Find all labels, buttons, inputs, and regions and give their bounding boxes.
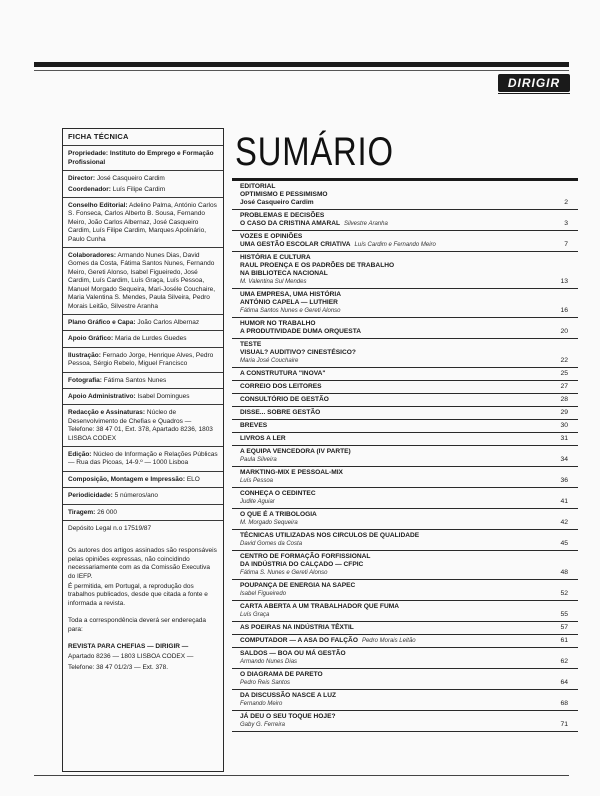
toc-entry-title: TÉCNICAS UTILIZADAS NOS CIRCULOS DE QUALIDADE — [240, 532, 420, 539]
toc-entry-title: A PRODUTIVIDADE DUMA ORQUESTA — [240, 328, 362, 335]
toc-entry-page: 20 — [560, 328, 568, 335]
toc-entry-title: POUPANÇA DE ENERGIA NA SAPEC — [240, 582, 356, 589]
ficha-item — [68, 335, 218, 343]
toc-entry-page: 29 — [560, 409, 568, 416]
top-rule — [34, 62, 569, 67]
toc-entry — [232, 289, 578, 318]
toc-entry-title: VOZES E OPINIÕES — [240, 233, 303, 240]
ficha-item — [68, 509, 218, 517]
ficha-item-label: Apoio Gráfico: — [68, 335, 114, 343]
toc-entry-page: 27 — [560, 383, 568, 390]
toc-entry-title: LIVROS A LER — [240, 435, 286, 442]
ficha-item-label: Conselho Editorial: — [68, 202, 128, 210]
toc-entry-author: M. Valentina Sul Mendes — [240, 279, 307, 285]
toc-entry — [232, 446, 578, 467]
ficha-item — [68, 252, 218, 311]
ficha-note: Os autores dos artigos assinados são responsáveis pelas opiniões expressas, não coincidindo necessariamente com as da Comissão Executiva do IEFP. — [68, 547, 217, 580]
toc-entry-page: 62 — [560, 658, 568, 665]
toc-entry-title: DA DISCUSSÃO NASCE A LUZ — [240, 692, 336, 699]
ficha-item — [68, 186, 218, 194]
toc-entry-page: 16 — [560, 307, 568, 314]
toc-entry-page: 42 — [560, 519, 568, 526]
toc-entry-page: 7 — [564, 241, 568, 248]
toc-entry-page: 68 — [560, 700, 568, 707]
toc-entry-title: RAUL PROENÇA E OS PADRÕES DE TRABALHO — [240, 262, 395, 269]
ficha-item — [68, 319, 218, 327]
toc-entry-page: 30 — [560, 422, 568, 429]
ficha-item — [68, 525, 218, 533]
toc-entry-page: 48 — [560, 569, 568, 576]
toc-entry — [232, 318, 578, 339]
ficha-item-text: 5 números/ano — [112, 492, 158, 500]
toc-entry — [232, 433, 578, 446]
toc-entry-author: Luís Cardim e Fernando Meiro — [354, 242, 436, 248]
toc-entry — [232, 648, 578, 669]
ficha-item — [68, 202, 218, 244]
ficha-divider — [63, 446, 223, 447]
toc-entry-title: ANTÓNIO CAPELA — LUTHIER — [240, 299, 338, 306]
toc-entry-author: Silvestre Aranha — [344, 221, 388, 227]
toc-entry-page: 52 — [560, 590, 568, 597]
ficha-item-text: Depósito Legal n.o 17519/87 — [68, 525, 152, 532]
toc-entry-title: HISTÓRIA E CULTURA — [240, 254, 311, 261]
ficha-item-label: Periodicidade: — [68, 492, 113, 500]
toc-entry — [232, 339, 578, 368]
page-title: SUMÁRIO — [235, 130, 394, 174]
toc-entry — [232, 467, 578, 488]
ficha-divider — [63, 388, 223, 389]
ficha-item-text: Fátima Santos Nunes — [101, 376, 167, 384]
toc-entry-title: CORREIO DOS LEITORES — [240, 383, 322, 390]
toc-entry-title: A EQUIPA VENCEDORA (IV PARTE) — [240, 448, 351, 455]
ficha-item-label: Colaboradores: — [68, 252, 117, 260]
toc-entry — [232, 509, 578, 530]
ficha-item-label: Tiragem: — [68, 508, 96, 516]
address-title: REVISTA PARA CHEFIAS — DIRIGIR — — [68, 643, 189, 651]
ficha-item-text: Adelino Palma, António Carlos S. Fonseca, Carlos Alberto B. Sousa, Fernando Meiro, João Carlos Albernaz, José Casqueiro Cardim, Luís Filipe Cardim, Marques Apolinário, Paulo Cunha — [68, 202, 217, 243]
ficha-item — [68, 476, 218, 484]
bottom-rule — [34, 775, 569, 776]
toc-entry-page: 36 — [560, 477, 568, 484]
ficha-item-text: Instituto do Emprego e Formação Profissional — [68, 150, 214, 166]
ficha-divider — [63, 247, 223, 248]
address-line: Telefone: 38 47 01/2/3 — Ext. 378. — [68, 663, 169, 671]
ficha-item-text: Fernado Jorge, Henrique Alves, Pedro Pessoa, Sérgio Rebelo, Miguel Francisco — [68, 351, 214, 368]
ficha-note: É permitida, em Portugal, a reprodução dos trabalhos publicados, desde que citada a fonte e informada a revista. — [68, 583, 208, 607]
ficha-item-text: Maria de Lurdes Guedes — [113, 335, 187, 343]
ficha-divider — [63, 145, 223, 146]
toc-entry-title: CARTA ABERTA A UM TRABALHADOR QUE FUMA — [240, 603, 399, 610]
toc-entry-page: 64 — [560, 679, 568, 686]
toc-entry-author: Fernando Meiro — [240, 701, 283, 707]
toc-entry-author: Gaby G. Ferreira — [240, 722, 286, 728]
toc-entry-page: 13 — [560, 278, 568, 285]
toc-entry-author: Paula Silveira — [240, 457, 277, 463]
ficha-divider — [63, 487, 223, 488]
toc-entry-title: DISSE... SOBRE GESTÃO — [240, 409, 321, 416]
toc-entry-author: Armando Nunes Dias — [240, 659, 298, 665]
address-line: Apartado 8236 — 1803 LISBOA CODEX — — [68, 653, 194, 661]
toc-entry-title: MARKTING-MIX E PESSOAL-MIX — [240, 469, 343, 476]
toc-entry-title: O CASO DA CRISTINA AMARAL Silvestre Aranha — [240, 220, 388, 227]
toc-entry-title: OPTIMISMO E PESSIMISMO — [240, 191, 328, 198]
toc-entry — [232, 635, 578, 648]
toc-entry-title: TESTE — [240, 341, 262, 348]
toc-entry-page: 25 — [560, 370, 568, 377]
toc-entry-page: 2 — [564, 199, 568, 206]
toc-entry-title: CENTRO DE FORMAÇÃO FORFISSIONAL — [240, 553, 371, 560]
ficha-divider — [63, 504, 223, 505]
top-rule-thin — [34, 70, 569, 71]
toc-entry-title: CONSULTÓRIO DE GESTÃO — [240, 396, 329, 403]
ficha-item — [68, 175, 218, 183]
sumario-column — [232, 126, 578, 732]
ficha-item — [68, 451, 218, 468]
toc-entry — [232, 622, 578, 635]
ficha-tecnica-box — [62, 128, 224, 772]
ficha-item-text: Luís Filipe Cardim — [110, 185, 166, 193]
ficha-divider — [63, 314, 223, 315]
toc-entry-title: UMA EMPRESA, UMA HISTÓRIA — [240, 291, 341, 298]
toc-entry — [232, 551, 578, 580]
toc-entry-page: 31 — [560, 435, 568, 442]
ficha-item-label: Plano Gráfico e Capa: — [68, 318, 136, 326]
ficha-item-text: Isabel Domingues — [135, 392, 190, 400]
ficha-item-label: Director: — [68, 175, 96, 183]
toc-entry-title: AS POEIRAS NA INDÚSTRIA TÊXTIL — [240, 624, 354, 631]
ficha-divider — [63, 197, 223, 198]
logo-underline — [498, 93, 570, 94]
ficha-item-label: Redacção e Assinaturas: — [68, 409, 146, 417]
toc-entry — [232, 669, 578, 690]
toc-list — [232, 181, 578, 732]
toc-entry-page: 41 — [560, 498, 568, 505]
toc-entry-title: HUMOR NO TRABALHO — [240, 320, 316, 327]
ficha-item-text: ELO — [185, 475, 200, 483]
toc-entry — [232, 580, 578, 601]
toc-entry-title: O QUE É A TRIBOLOGIA — [240, 511, 317, 518]
ficha-item-label: Composição, Montagem e Impressão: — [68, 475, 186, 483]
toc-entry-title: BREVES — [240, 422, 268, 429]
toc-entry-title: NA BIBLIOTECA NACIONAL — [240, 270, 328, 277]
ficha-item-label: Edição: — [68, 450, 92, 458]
ficha-item — [68, 352, 218, 369]
toc-entry-author: Luís Graça — [240, 612, 270, 618]
ficha-note: Toda a correspondência deverá ser endereçada para: — [68, 617, 207, 633]
toc-entry-title: UMA GESTÃO ESCOLAR CRIATIVA Luís Cardim e Fernando Meiro — [240, 241, 436, 248]
ficha-item — [68, 409, 218, 443]
ficha-item — [68, 150, 218, 167]
toc-entry — [232, 231, 578, 252]
toc-entry-author: Fátima Santos Nunes e Gereti Alonso — [240, 308, 341, 314]
ficha-divider — [63, 170, 223, 171]
toc-entry — [232, 530, 578, 551]
ficha-item-text: José Casqueiro Cardim — [95, 175, 165, 183]
ficha-item-text: Núcleo de Desenvolvimento de Chefias e Quadros — Telefone: 38 47 01, Ext. 378, Apartado 8236, 1803 LISBOA CODEX — [68, 409, 213, 442]
toc-entry-author: Luís Pessoa — [240, 478, 274, 484]
ficha-item — [68, 393, 218, 401]
ficha-item — [68, 377, 218, 385]
toc-entry — [232, 711, 578, 732]
toc-entry — [232, 394, 578, 407]
toc-entry-title: José Casqueiro Cardim — [240, 199, 314, 206]
toc-entry — [232, 252, 578, 289]
toc-entry-page: 3 — [564, 220, 568, 227]
toc-entry-page: 61 — [560, 637, 568, 644]
toc-entry — [232, 368, 578, 381]
ficha-item-label: Fotografia: — [68, 376, 102, 384]
toc-entry-title: CONHEÇA O CEDINTEC — [240, 490, 316, 497]
toc-entry-page: 57 — [560, 624, 568, 631]
toc-entry-author: Pedro Reis Santos — [240, 680, 291, 686]
ficha-divider — [63, 404, 223, 405]
toc-entry — [232, 601, 578, 622]
ficha-items — [68, 150, 218, 533]
toc-entry — [232, 210, 578, 231]
toc-entry-author: Judite Aguiar — [240, 499, 275, 505]
toc-entry-page: 55 — [560, 611, 568, 618]
ficha-item-label: Apoio Administrativo: — [68, 392, 136, 400]
toc-entry-title: VISUAL? AUDITIVO? CINESTÉSICO? — [240, 349, 356, 356]
ficha-item-text: 26 000 — [95, 508, 118, 516]
ficha-item-label: Coordenador: — [68, 185, 111, 193]
ficha-item — [68, 492, 218, 500]
ficha-divider — [63, 471, 223, 472]
toc-entry-author: Pedro Morais Leitão — [361, 638, 416, 644]
ficha-divider — [63, 372, 223, 373]
toc-entry-title: DA INDÚSTRIA DO CALÇADO — CFPIC — [240, 561, 364, 568]
toc-entry-title: SALDOS — BOA OU MÁ GESTÃO — [240, 650, 346, 657]
toc-entry — [232, 407, 578, 420]
toc-entry-title: COMPUTADOR — A ASA DO FALÇÃO Pedro Morais Leitão — [240, 637, 416, 644]
toc-entry-title: A CONSTRUTURA "INOVA" — [240, 370, 326, 377]
toc-entry-author: Isabel Figueiredo — [240, 591, 287, 597]
toc-entry-page: 45 — [560, 540, 568, 547]
toc-entry — [232, 181, 578, 210]
toc-entry-page: 71 — [560, 721, 568, 728]
toc-entry-title: EDITORIAL — [240, 183, 276, 190]
ficha-item-label: Propriedade: — [68, 150, 109, 158]
toc-entry — [232, 690, 578, 711]
toc-entry-title: O DIAGRAMA DE PARETO — [240, 671, 323, 678]
dirigir-logo: DIRIGIR — [498, 74, 570, 92]
ficha-divider — [63, 330, 223, 331]
toc-entry — [232, 488, 578, 509]
toc-entry — [232, 420, 578, 433]
toc-entry-title: JÁ DEU O SEU TOQUE HOJE? — [240, 713, 336, 720]
ficha-item-text: Núcleo de Informação e Relações Públicas — Rua das Picoas, 14-9.º — 1000 Lisboa — [68, 450, 218, 467]
ficha-divider — [63, 347, 223, 348]
toc-entry-page: 34 — [560, 456, 568, 463]
toc-entry-page: 22 — [560, 357, 568, 364]
ficha-item-label: Ilustração: — [68, 351, 101, 359]
ficha-divider — [63, 520, 223, 521]
toc-entry — [232, 381, 578, 394]
toc-entry-author: David Gomes da Costa — [240, 541, 303, 547]
toc-entry-author: Fátima S. Nunes e Gereti Alonso — [240, 570, 328, 576]
toc-entry-title: PROBLEMAS E DECISÕES — [240, 212, 325, 219]
ficha-title: FICHA TÉCNICA — [68, 132, 129, 141]
toc-entry-page: 28 — [560, 396, 568, 403]
ficha-item-text: João Carlos Albernaz — [135, 318, 200, 326]
toc-entry-author: M. Morgado Sequeira — [240, 520, 298, 526]
ficha-item-text: Armando Nunes Dias, David Gomes da Costa, Fátima Santos Nunes, Fernando Meiro, Gereti Alonso, Isabel Figueiredo, José Cardim, Luís Cardim, Luís Graça, Luís Pessoa, Manuel Morgado Sequeira, Mari-Joséle Couchaire, Maria Valentina S. Mendes, Paula Silveira, Pedro Morais Leitão, Silvestre Aranha — [68, 252, 216, 310]
toc-entry-author: Maria José Couchaire — [240, 358, 299, 364]
